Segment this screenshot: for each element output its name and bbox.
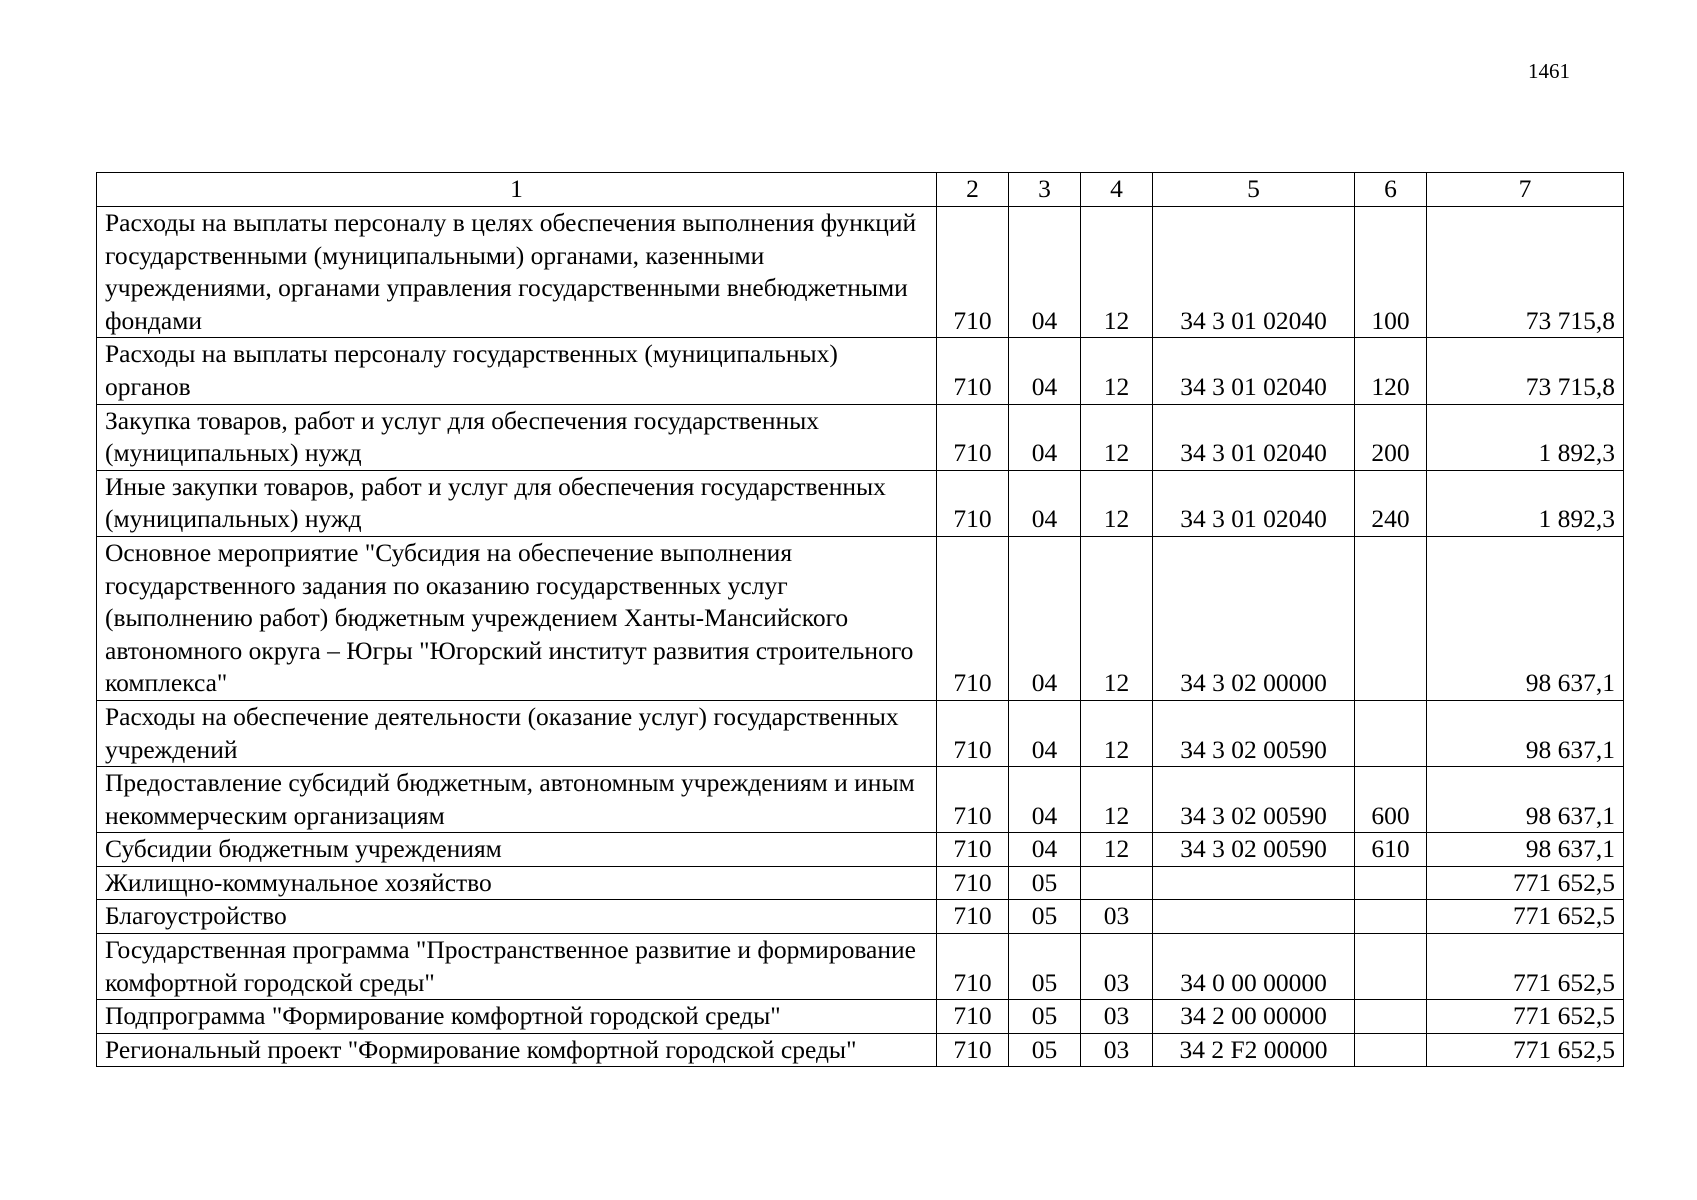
row-sum: 98 637,1: [1427, 767, 1624, 833]
row-pr: 03: [1081, 1000, 1153, 1034]
row-csr: 34 3 02 00000: [1153, 536, 1355, 700]
row-csr: [1153, 900, 1355, 934]
row-pr: 12: [1081, 767, 1153, 833]
row-rz: 05: [1009, 1033, 1081, 1067]
row-pr: [1081, 866, 1153, 900]
table-row: [97, 700, 1624, 766]
row-name: Подпрограмма "Формирование комфортной городской среды": [97, 1000, 937, 1034]
row-name: Расходы на обеспечение деятельности (оказание услуг) государственных учреждений: [97, 700, 937, 766]
row-name: Расходы на выплаты персоналу в целях обеспечения выполнения функций государственными (муниципальными) органами, казенными учреждениями, органами управления государственными внебюджетными фондами: [97, 207, 937, 338]
row-ved: 710: [937, 900, 1009, 934]
row-rz: 05: [1009, 866, 1081, 900]
row-ved: 710: [937, 767, 1009, 833]
row-sum: 98 637,1: [1427, 833, 1624, 867]
row-rz: 05: [1009, 900, 1081, 934]
row-ved: 710: [937, 404, 1009, 470]
row-name: Государственная программа "Пространственное развитие и формирование комфортной городской среды": [97, 934, 937, 1000]
row-pr: 12: [1081, 338, 1153, 404]
header-row: [97, 173, 1624, 207]
row-pr: 12: [1081, 833, 1153, 867]
row-sum: 1 892,3: [1427, 470, 1624, 536]
row-ved: 710: [937, 1000, 1009, 1034]
table-row: [97, 404, 1624, 470]
table-body: [97, 207, 1624, 1067]
row-pr: 03: [1081, 1033, 1153, 1067]
row-name: Закупка товаров, работ и услуг для обеспечения государственных (муниципальных) нужд: [97, 404, 937, 470]
row-csr: 34 3 01 02040: [1153, 338, 1355, 404]
row-ved: 710: [937, 207, 1009, 338]
row-rz: 04: [1009, 700, 1081, 766]
row-csr: 34 2 F2 00000: [1153, 1033, 1355, 1067]
table-row: [97, 934, 1624, 1000]
row-name: Благоустройство: [97, 900, 937, 934]
row-name: Региональный проект "Формирование комфортной городской среды": [97, 1033, 937, 1067]
row-ved: 710: [937, 536, 1009, 700]
row-csr: 34 3 02 00590: [1153, 767, 1355, 833]
row-csr: 34 3 02 00590: [1153, 700, 1355, 766]
page-number: 1461: [1528, 59, 1570, 83]
table-row: [97, 1033, 1624, 1067]
row-rz: 05: [1009, 1000, 1081, 1034]
row-sum: 98 637,1: [1427, 700, 1624, 766]
row-ved: 710: [937, 338, 1009, 404]
row-csr: 34 3 01 02040: [1153, 470, 1355, 536]
row-vr: 600: [1355, 767, 1427, 833]
column-header: 2: [937, 173, 1009, 207]
column-header: 6: [1355, 173, 1427, 207]
table-row: [97, 767, 1624, 833]
row-vr: [1355, 1000, 1427, 1034]
table-row: [97, 866, 1624, 900]
row-pr: 12: [1081, 207, 1153, 338]
table-row: [97, 207, 1624, 338]
row-pr: 03: [1081, 934, 1153, 1000]
table-row: [97, 536, 1624, 700]
row-sum: 73 715,8: [1427, 338, 1624, 404]
row-pr: 12: [1081, 470, 1153, 536]
row-ved: 710: [937, 833, 1009, 867]
row-name: Основное мероприятие "Субсидия на обеспечение выполнения государственного задания по оказанию государственных услуг (выполнению работ) бюджетным учреждением Ханты-Мансийского автономного округа – Югры "Югорский институт развития строительного комплекса": [97, 536, 937, 700]
row-name: Иные закупки товаров, работ и услуг для обеспечения государственных (муниципальных) нужд: [97, 470, 937, 536]
row-vr: [1355, 1033, 1427, 1067]
row-vr: 240: [1355, 470, 1427, 536]
row-rz: 04: [1009, 833, 1081, 867]
row-ved: 710: [937, 866, 1009, 900]
row-ved: 710: [937, 1033, 1009, 1067]
row-name: Субсидии бюджетным учреждениям: [97, 833, 937, 867]
row-sum: 771 652,5: [1427, 1000, 1624, 1034]
column-header: 5: [1153, 173, 1355, 207]
row-ved: 710: [937, 934, 1009, 1000]
row-vr: 610: [1355, 833, 1427, 867]
row-vr: [1355, 934, 1427, 1000]
row-csr: 34 3 01 02040: [1153, 207, 1355, 338]
row-rz: 04: [1009, 470, 1081, 536]
row-rz: 04: [1009, 338, 1081, 404]
row-pr: 12: [1081, 404, 1153, 470]
row-sum: 98 637,1: [1427, 536, 1624, 700]
row-sum: 771 652,5: [1427, 1033, 1624, 1067]
row-name: Предоставление субсидий бюджетным, автономным учреждениям и иным некоммерческим организациям: [97, 767, 937, 833]
row-vr: 100: [1355, 207, 1427, 338]
row-sum: 771 652,5: [1427, 900, 1624, 934]
table-row: [97, 1000, 1624, 1034]
row-pr: 03: [1081, 900, 1153, 934]
row-rz: 04: [1009, 536, 1081, 700]
row-ved: 710: [937, 700, 1009, 766]
row-sum: 73 715,8: [1427, 207, 1624, 338]
row-sum: 1 892,3: [1427, 404, 1624, 470]
row-csr: 34 3 01 02040: [1153, 404, 1355, 470]
row-name: Жилищно-коммунальное хозяйство: [97, 866, 937, 900]
row-vr: [1355, 700, 1427, 766]
column-header: 3: [1009, 173, 1081, 207]
row-name: Расходы на выплаты персоналу государственных (муниципальных) органов: [97, 338, 937, 404]
table-row: [97, 338, 1624, 404]
row-rz: 04: [1009, 207, 1081, 338]
row-vr: [1355, 536, 1427, 700]
budget-table: [96, 172, 1624, 1067]
row-pr: 12: [1081, 700, 1153, 766]
row-pr: 12: [1081, 536, 1153, 700]
column-header: 1: [97, 173, 937, 207]
table-row: [97, 900, 1624, 934]
row-sum: 771 652,5: [1427, 866, 1624, 900]
row-csr: 34 3 02 00590: [1153, 833, 1355, 867]
column-header: 7: [1427, 173, 1624, 207]
row-ved: 710: [937, 470, 1009, 536]
row-rz: 05: [1009, 934, 1081, 1000]
row-vr: [1355, 900, 1427, 934]
row-rz: 04: [1009, 404, 1081, 470]
row-vr: [1355, 866, 1427, 900]
row-csr: [1153, 866, 1355, 900]
row-vr: 120: [1355, 338, 1427, 404]
row-vr: 200: [1355, 404, 1427, 470]
row-sum: 771 652,5: [1427, 934, 1624, 1000]
table-row: [97, 833, 1624, 867]
table-row: [97, 470, 1624, 536]
column-header: 4: [1081, 173, 1153, 207]
row-csr: 34 2 00 00000: [1153, 1000, 1355, 1034]
row-rz: 04: [1009, 767, 1081, 833]
row-csr: 34 0 00 00000: [1153, 934, 1355, 1000]
